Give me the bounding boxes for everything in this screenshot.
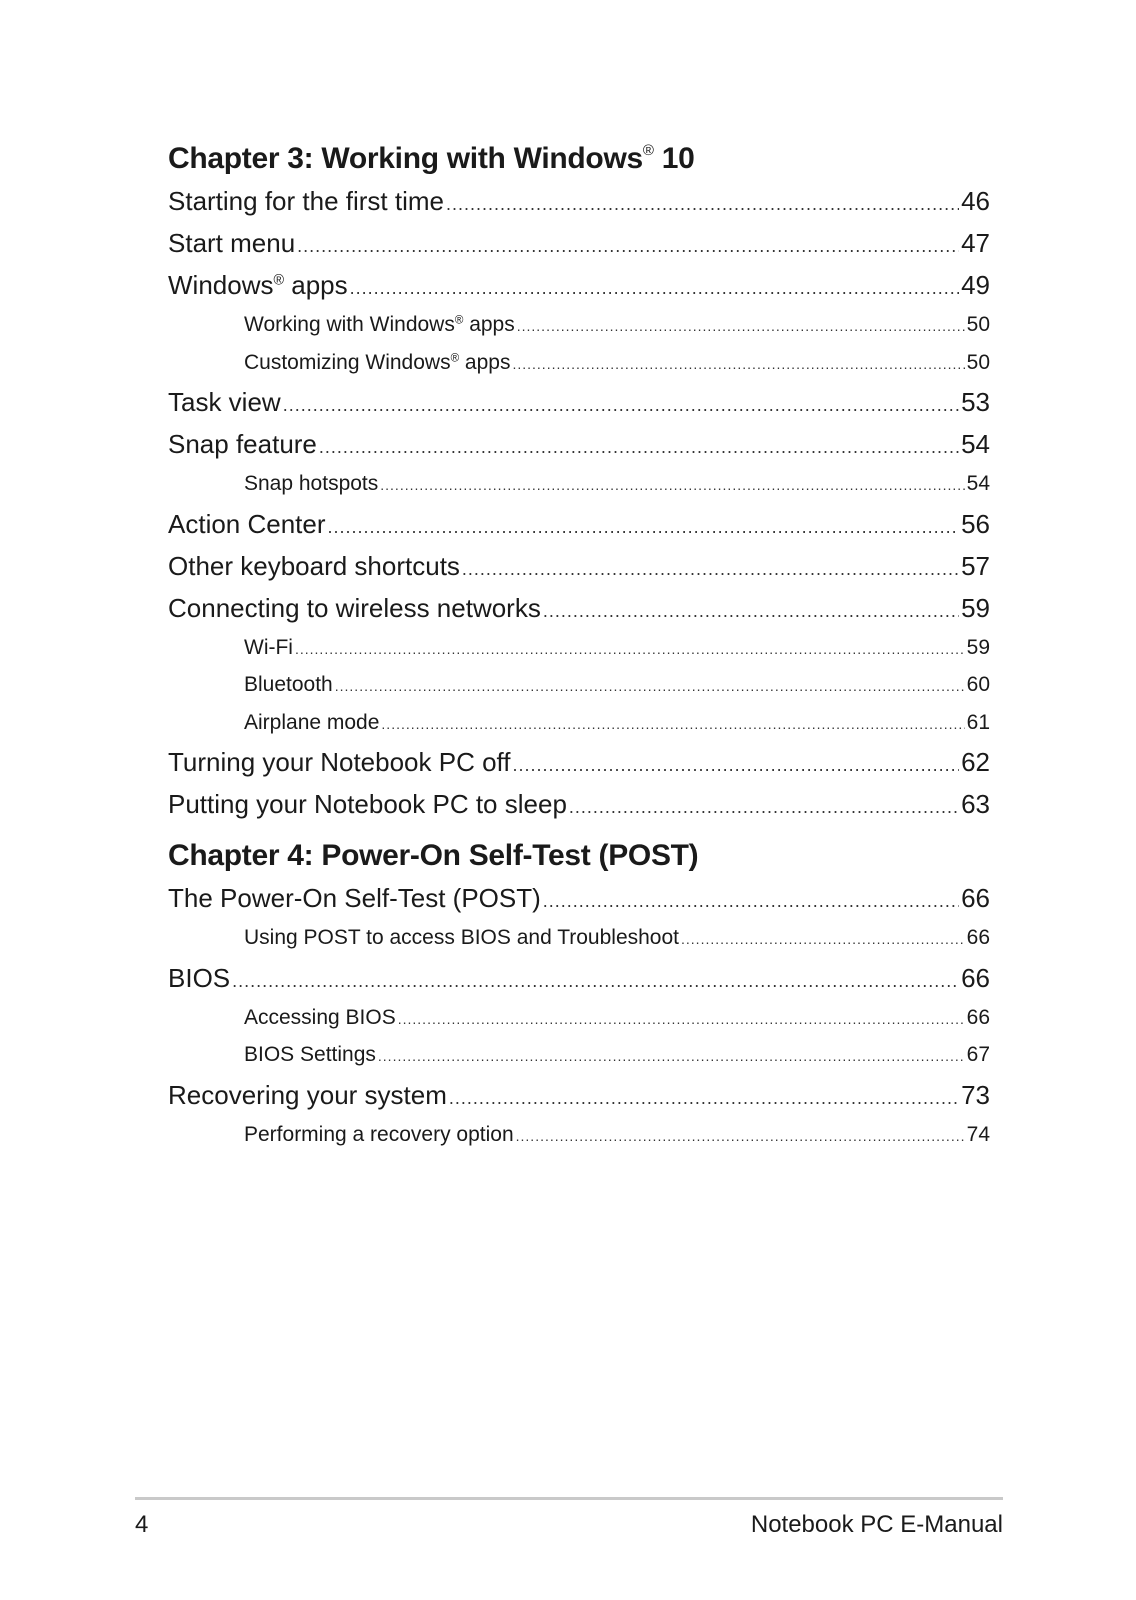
- dot-leader: [378, 1038, 965, 1074]
- toc-entry-label: [168, 783, 567, 825]
- chapter-4-section: [168, 835, 990, 1153]
- toc-entry-text: Snap hotspots: [244, 472, 379, 495]
- toc-subentry[interactable]: [168, 344, 990, 382]
- toc-entry-label: [244, 1116, 514, 1154]
- toc-entry-text: Other keyboard shortcuts: [168, 550, 460, 581]
- toc-entry-label: [244, 666, 333, 704]
- toc-entry[interactable]: [168, 741, 990, 783]
- toc-entry-label: [168, 877, 541, 919]
- toc-subentry[interactable]: [168, 1116, 990, 1154]
- toc-page-number: 66: [966, 1005, 990, 1029]
- dot-leader: [543, 880, 959, 919]
- toc-entry-label: [168, 180, 444, 222]
- toc-entry-text: Customizing Windows: [244, 350, 451, 374]
- dot-leader: [398, 1001, 965, 1037]
- toc-entry-text: Task view: [168, 387, 281, 417]
- toc-entry[interactable]: [168, 877, 990, 919]
- toc-entry-label: [168, 957, 230, 999]
- toc-entry-text: BIOS: [168, 962, 231, 993]
- toc-entry-text: BIOS Settings: [244, 1043, 376, 1066]
- dot-leader: [319, 426, 959, 465]
- toc-page-number: 74: [966, 1122, 990, 1146]
- toc-subentry[interactable]: [168, 306, 990, 344]
- toc-entry-label: [244, 919, 679, 957]
- dot-leader: [335, 668, 965, 704]
- toc-entry-label: [168, 381, 281, 423]
- chapter-heading: [168, 130, 990, 180]
- toc-subentry[interactable]: [168, 465, 990, 503]
- toc-subentry[interactable]: [168, 704, 990, 742]
- registered-mark: ®: [273, 272, 285, 289]
- toc-entry-label: [244, 704, 379, 742]
- toc-entry-text: Connecting to wireless networks: [168, 592, 541, 623]
- footer-manual-title: Notebook PC E-Manual: [750, 1511, 1003, 1538]
- toc-page-number: 54: [966, 472, 990, 495]
- toc-page-number: 60: [966, 673, 990, 696]
- toc-entry-text: Windows: [168, 270, 274, 300]
- table-of-contents: [168, 130, 990, 1153]
- toc-entry-label: [168, 222, 295, 264]
- toc-entry[interactable]: [168, 222, 990, 264]
- chapter-3-section: [168, 130, 990, 825]
- toc-entry-text: Using POST to access BIOS and Troubleshoot: [244, 926, 680, 949]
- toc-entry-text: The Power-On Self-Test (POST): [168, 883, 541, 913]
- toc-page-number: 61: [966, 710, 990, 734]
- registered-mark: ®: [454, 314, 464, 327]
- toc-entry-list: [168, 180, 990, 825]
- footer-page-number: 4: [135, 1511, 149, 1538]
- toc-entry-text: Recovering your system: [168, 1079, 447, 1110]
- toc-entry-text: Accessing BIOS: [244, 1005, 396, 1029]
- toc-entry-label: [244, 629, 293, 667]
- toc-entry-label: [168, 587, 541, 629]
- toc-entry-label: [168, 264, 348, 306]
- registered-mark: ®: [642, 142, 654, 159]
- toc-entry-text: Starting for the first time: [168, 186, 444, 216]
- toc-entry-text: Turning your Notebook PC off: [168, 747, 511, 777]
- toc-entry-text: Working with Windows: [244, 313, 455, 336]
- dot-leader: [380, 467, 964, 503]
- toc-entry-text: Action Center: [168, 508, 326, 539]
- toc-page-number: 57: [961, 550, 990, 581]
- dot-leader: [446, 183, 959, 222]
- dot-leader: [295, 631, 965, 667]
- toc-entry[interactable]: [168, 180, 990, 222]
- toc-entry-text: Putting your Notebook PC to sleep: [168, 789, 567, 819]
- dot-leader: [569, 786, 959, 825]
- toc-entry-label: [168, 503, 326, 545]
- toc-page-number: 50: [966, 350, 990, 374]
- dot-leader: [517, 308, 965, 344]
- toc-page-number: 59: [961, 592, 990, 623]
- toc-page-number: 46: [961, 186, 990, 216]
- toc-entry-label: [168, 545, 460, 587]
- toc-entry-label: [168, 423, 317, 465]
- dot-leader: [381, 706, 964, 742]
- dot-leader: [512, 346, 964, 382]
- dot-leader: [516, 1118, 965, 1154]
- toc-entry[interactable]: [168, 264, 990, 306]
- toc-entry-label: [244, 306, 515, 344]
- toc-subentry[interactable]: [168, 1036, 990, 1074]
- chapter-title-suffix: 10: [653, 142, 695, 175]
- toc-entry-text: Start menu: [168, 228, 296, 258]
- toc-page-number: 50: [966, 313, 990, 336]
- toc-page-number: 56: [961, 508, 990, 539]
- toc-page-number: 47: [961, 228, 990, 258]
- toc-entry-label: [244, 344, 510, 382]
- toc-entry[interactable]: [168, 503, 990, 545]
- toc-entry-text: Bluetooth: [244, 673, 333, 696]
- toc-entry-text-suffix: apps: [284, 270, 348, 300]
- registered-mark: ®: [450, 352, 460, 364]
- toc-entry[interactable]: [168, 545, 990, 587]
- toc-subentry[interactable]: [168, 666, 990, 704]
- dot-leader: [462, 548, 959, 587]
- toc-page-number: 66: [966, 926, 990, 949]
- toc-entry[interactable]: [168, 381, 990, 423]
- dot-leader: [297, 225, 959, 264]
- toc-page-number: 53: [961, 387, 990, 417]
- toc-entry-label: [244, 999, 396, 1037]
- toc-entry[interactable]: [168, 587, 990, 629]
- toc-page-number: 49: [961, 270, 990, 300]
- footer-divider: [135, 1497, 1003, 1500]
- dot-leader: [681, 921, 965, 957]
- toc-entry-text-suffix: apps: [463, 313, 515, 336]
- toc-subentry[interactable]: [168, 629, 990, 667]
- toc-page-number: 63: [961, 789, 990, 819]
- dot-leader: [513, 744, 960, 783]
- dot-leader: [232, 960, 959, 999]
- toc-entry-label: [244, 465, 378, 503]
- chapter-title: Chapter 3: Working with Windows: [168, 142, 643, 175]
- toc-entry-label: [168, 1074, 447, 1116]
- toc-page-number: 59: [966, 635, 990, 659]
- toc-entry-text: Wi-Fi: [244, 635, 293, 659]
- dot-leader: [543, 590, 959, 629]
- toc-page-number: 73: [961, 1079, 990, 1110]
- toc-page-number: 62: [961, 747, 990, 777]
- dot-leader: [350, 267, 959, 306]
- toc-entry-text: Snap feature: [168, 429, 317, 459]
- chapter-title: Chapter 4: Power-On Self-Test (POST): [168, 839, 699, 872]
- toc-subentry[interactable]: [168, 919, 990, 957]
- toc-entry[interactable]: [168, 957, 990, 999]
- toc-entry-text: Performing a recovery option: [244, 1122, 514, 1146]
- chapter-heading: [168, 835, 990, 877]
- dot-leader: [328, 506, 960, 545]
- toc-page-number: 66: [961, 962, 990, 993]
- toc-entry[interactable]: [168, 783, 990, 825]
- toc-page-number: 54: [961, 429, 990, 459]
- dot-leader: [449, 1077, 959, 1116]
- toc-entry[interactable]: [168, 1074, 990, 1116]
- toc-entry-list: [168, 877, 990, 1153]
- toc-entry-label: [168, 741, 511, 783]
- dot-leader: [283, 384, 959, 423]
- toc-entry-label: [244, 1036, 376, 1074]
- toc-page-number: 66: [961, 883, 990, 913]
- toc-subentry[interactable]: [168, 999, 990, 1037]
- toc-page-number: 67: [966, 1043, 990, 1066]
- toc-entry-text-suffix: apps: [459, 350, 511, 374]
- toc-entry-text: Airplane mode: [244, 710, 380, 734]
- toc-entry[interactable]: [168, 423, 990, 465]
